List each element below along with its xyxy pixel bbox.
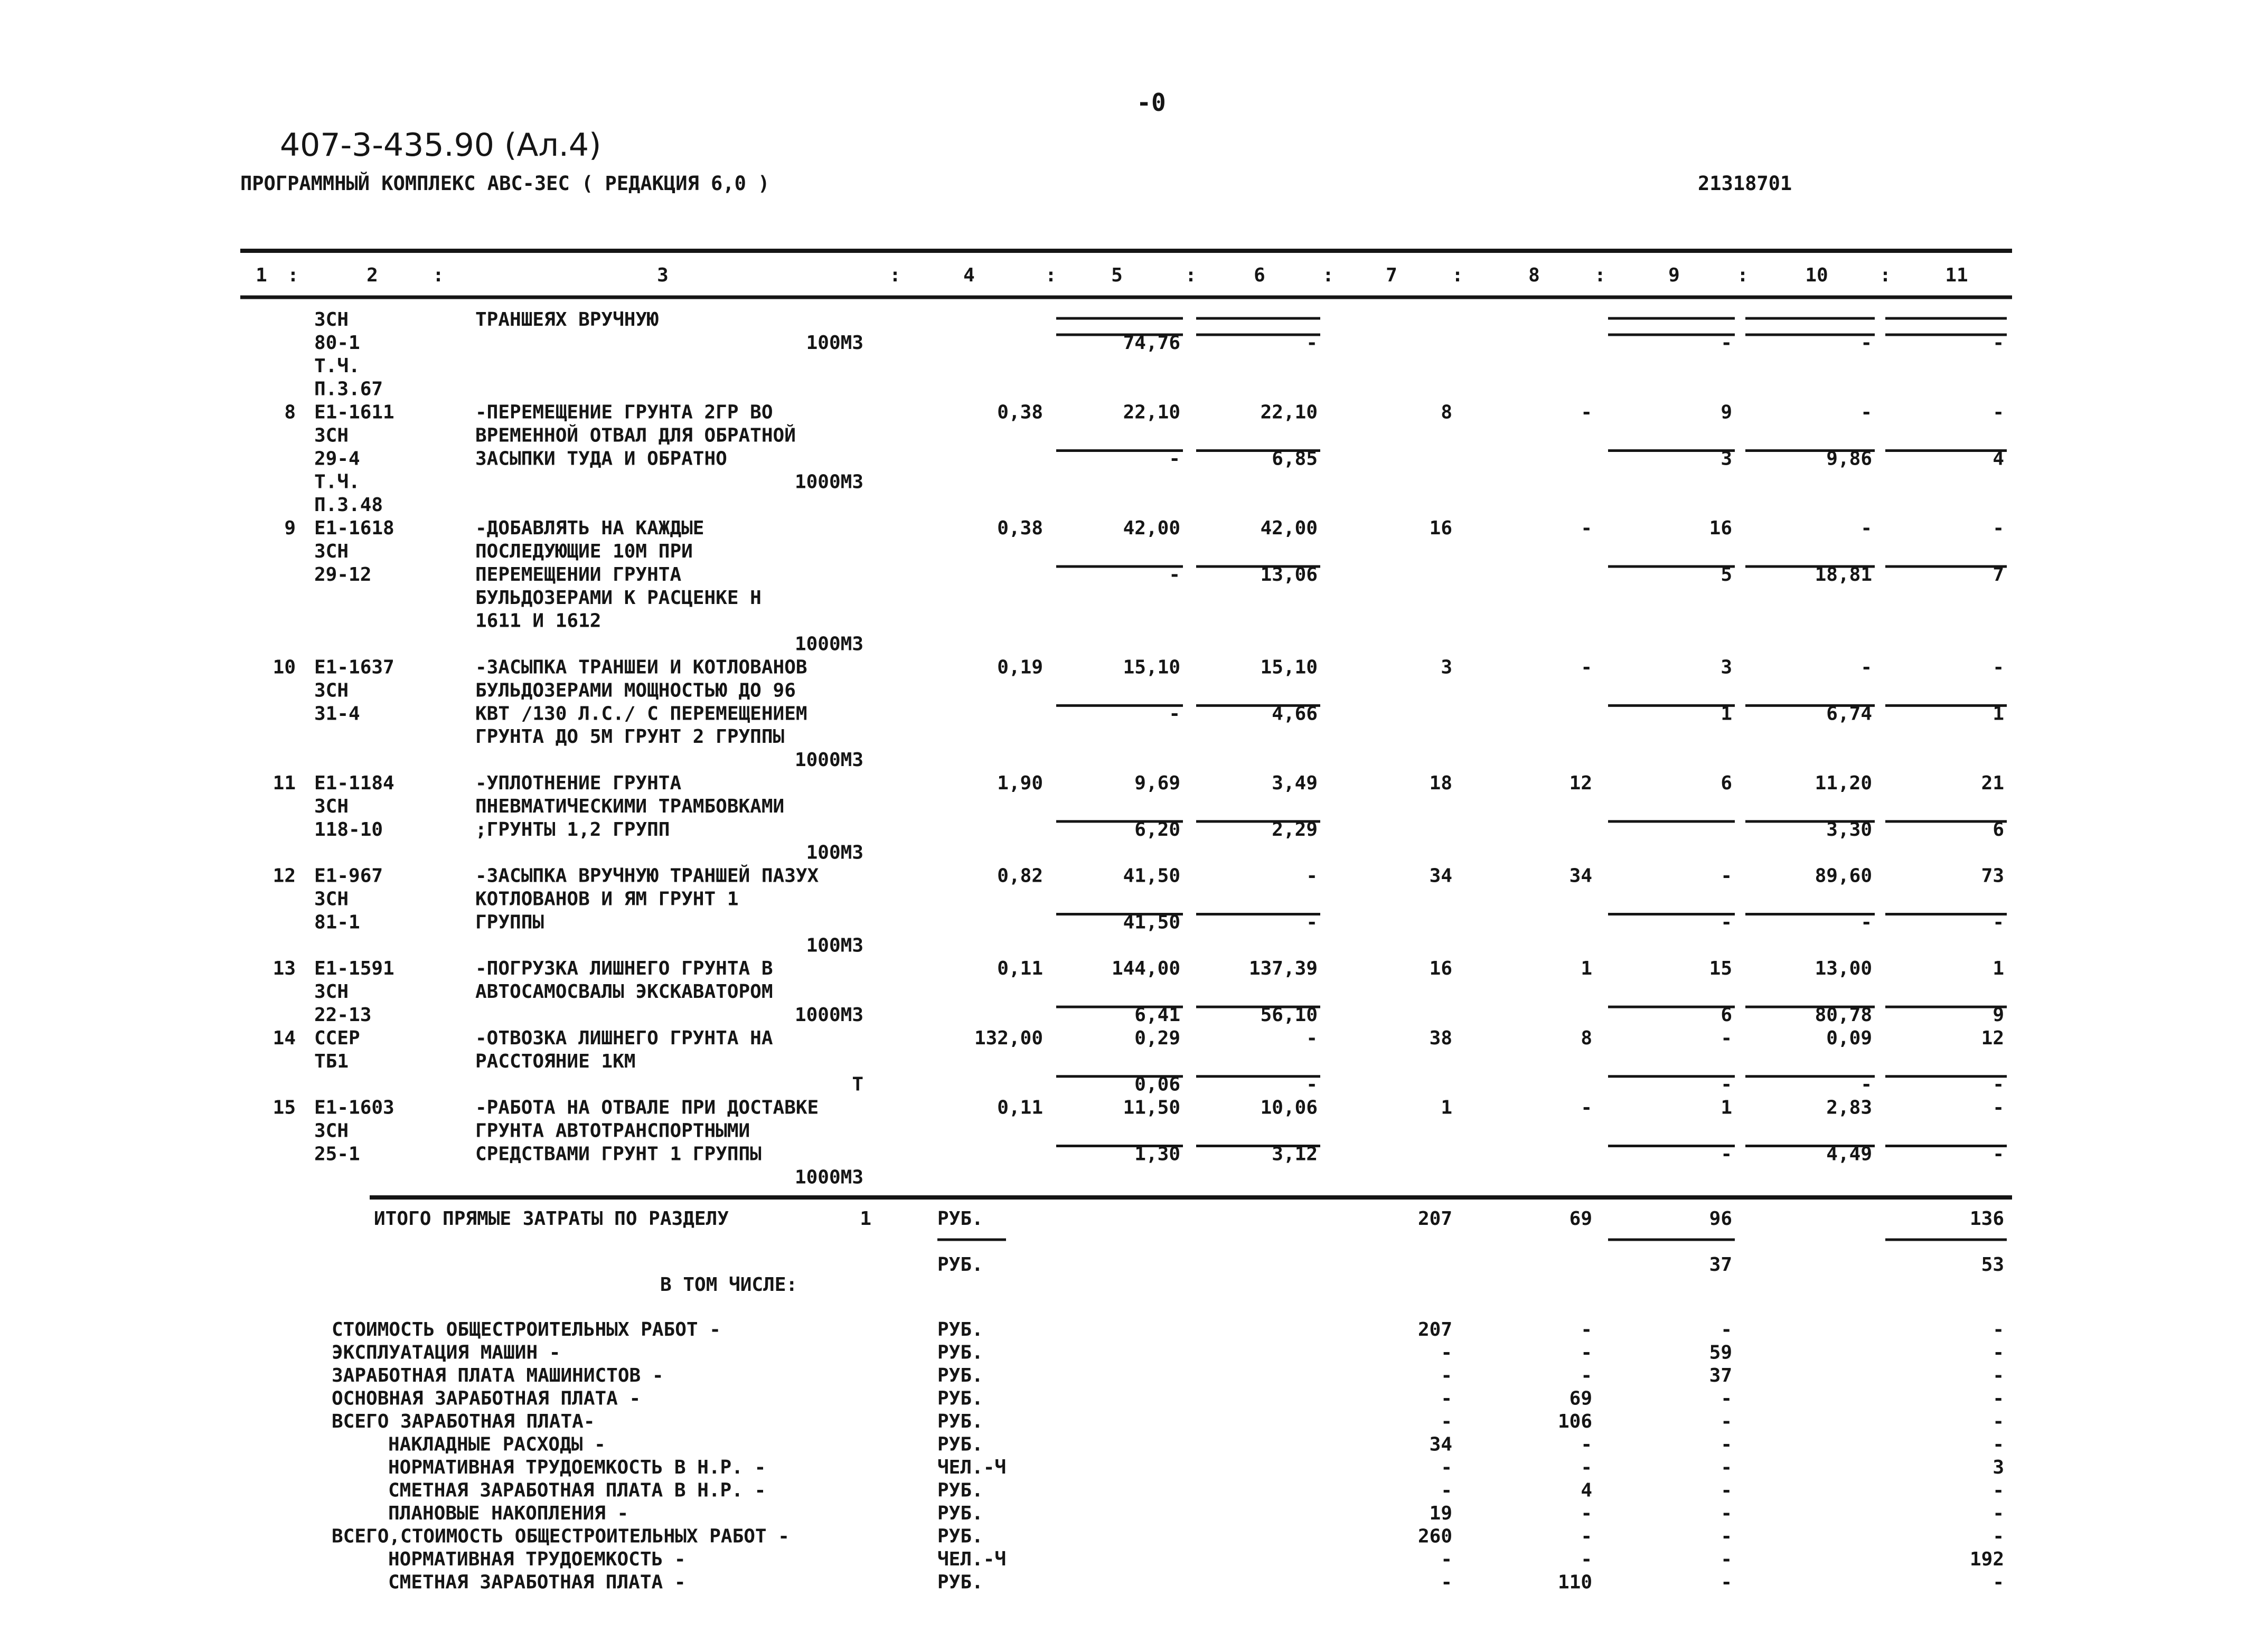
summary-unit: РУБ. [937, 1571, 983, 1593]
row-code: 3СН [314, 1120, 349, 1142]
summary-c7: 260 [1417, 1525, 1452, 1547]
row-description: Т [852, 1073, 863, 1096]
row-code: 22-13 [314, 1004, 372, 1026]
handwritten-reference: 407-3-435.90 (Ал.4) [280, 127, 602, 164]
row-description: КВТ /130 Л.С./ С ПЕРЕМЕЩЕНИЕМ [475, 703, 807, 725]
row-code: 3СН [314, 309, 349, 331]
row-c6: 2,29 [1272, 818, 1318, 841]
row-code: Е1-1603 [314, 1097, 394, 1119]
row-c5: 9,69 [1134, 772, 1180, 794]
row-c9: 3 [1721, 656, 1732, 678]
row-c7: 1 [1441, 1097, 1452, 1119]
row-c5: 6,20 [1134, 818, 1180, 841]
summary-c9: - [1721, 1525, 1732, 1547]
row-c8: - [1581, 517, 1592, 540]
column-header-10: 10 [1805, 265, 1828, 286]
column-header-2: 2 [366, 265, 378, 286]
summary-label: НОРМАТИВНАЯ ТРУДОЕМКОСТЬ - [388, 1549, 686, 1570]
row-c11: 4 [1993, 448, 2004, 470]
summary-label: ЭКСПЛУАТАЦИЯ МАШИН - [332, 1342, 561, 1364]
row-c9: 5 [1721, 563, 1732, 586]
summary-c7: - [1441, 1365, 1452, 1386]
row-code: Е1-967 [314, 865, 383, 887]
row-code: Е1-1618 [314, 517, 394, 540]
row-number: 10 [272, 656, 296, 678]
row-c6: 10,06 [1260, 1097, 1318, 1119]
row-c10: 0,09 [1826, 1027, 1872, 1049]
row-c11: - [1993, 1073, 2004, 1096]
row-description: КОТЛОВАНОВ И ЯМ ГРУНТ 1 [475, 888, 739, 910]
row-c11: 1 [1993, 958, 2004, 980]
row-c11: 1 [1993, 703, 2004, 725]
row-c11: - [1993, 332, 2004, 354]
row-c4: 0,82 [997, 865, 1043, 887]
summary-c9: - [1721, 1433, 1732, 1456]
column-separator: : [287, 265, 299, 286]
row-c7: 38 [1429, 1027, 1452, 1049]
row-code: Е1-1184 [314, 772, 394, 794]
row-c7: 34 [1429, 865, 1452, 887]
page-mark: -0 [1136, 88, 1166, 117]
row-code: 3СН [314, 541, 349, 562]
row-c11: - [1993, 517, 2004, 540]
row-c10: 9,86 [1826, 448, 1872, 470]
row-c11: - [1993, 401, 2004, 423]
summary-c11: - [1993, 1571, 2004, 1593]
row-c10: - [1860, 517, 1872, 540]
row-description: ГРУППЫ [475, 911, 544, 933]
row-number: 11 [272, 772, 296, 794]
summary-label: СТОИМОСТЬ ОБЩЕСТРОИТЕЛЬНЫХ РАБОТ - [332, 1319, 721, 1341]
row-c6: - [1306, 865, 1318, 887]
row-c5: 144,00 [1111, 958, 1180, 980]
row-description: ПЕРЕМЕЩЕНИИ ГРУНТА [475, 563, 682, 586]
row-code: 118-10 [314, 818, 383, 841]
row-description: ГРУНТА АВТОТРАНСПОРТНЫМИ [475, 1120, 750, 1142]
row-code: 25-1 [314, 1143, 360, 1165]
row-c6: 56,10 [1260, 1004, 1318, 1026]
summary-c8: - [1581, 1549, 1592, 1570]
totals-c11: 136 [1969, 1208, 2004, 1230]
summary-c11: - [1993, 1479, 2004, 1502]
column-header-8: 8 [1528, 265, 1540, 286]
column-header-11: 11 [1945, 265, 1968, 286]
row-description: -ЗАСЫПКА ТРАНШЕИ И КОТЛОВАНОВ [475, 656, 807, 678]
row-description: 100М3 [806, 842, 863, 864]
row-c11: - [1993, 1143, 2004, 1165]
row-number: 12 [272, 865, 296, 887]
summary-c7: - [1441, 1411, 1452, 1432]
row-description: -ОТВОЗКА ЛИШНЕГО ГРУНТА НА [475, 1027, 773, 1049]
row-c11: - [1993, 656, 2004, 678]
summary-c11: - [1993, 1525, 2004, 1547]
summary-c9: - [1721, 1549, 1732, 1570]
row-code: 3СН [314, 424, 349, 447]
column-header-bar [240, 251, 2012, 297]
row-c10: 89,60 [1815, 865, 1872, 887]
row-c7: 16 [1429, 517, 1452, 540]
row-c10: 80,78 [1815, 1004, 1872, 1026]
row-c9: 3 [1721, 448, 1732, 470]
summary-c9: - [1721, 1319, 1732, 1341]
row-code: 3СН [314, 795, 349, 817]
column-separator: : [1322, 265, 1334, 286]
summary-unit: РУБ. [937, 1365, 983, 1386]
summary-c9: - [1721, 1503, 1732, 1524]
row-c8: 12 [1569, 772, 1592, 794]
summary-unit: РУБ. [937, 1525, 983, 1547]
section-totals [370, 1197, 2012, 1296]
estimate-table-body [273, 309, 2007, 1188]
row-c10: - [1860, 401, 1872, 423]
row-description: 1000М3 [794, 1166, 863, 1188]
row-c6: 3,12 [1272, 1143, 1318, 1165]
row-code: 80-1 [314, 332, 360, 354]
row-description: 1611 И 1612 [475, 610, 602, 632]
row-description: 1000М3 [794, 633, 863, 655]
row-c8: - [1581, 401, 1592, 423]
summary-c7: - [1441, 1479, 1452, 1502]
summary-unit: РУБ. [937, 1411, 983, 1432]
row-c5: 74,76 [1123, 332, 1180, 354]
totals-unit: РУБ. [937, 1208, 983, 1230]
summary-unit: РУБ. [937, 1479, 983, 1502]
row-c6: - [1306, 1027, 1318, 1049]
totals-section-number: 1 [860, 1208, 871, 1230]
row-c4: 0,19 [997, 656, 1043, 678]
column-separator: : [1594, 265, 1606, 286]
row-code: 81-1 [314, 911, 360, 933]
row-c5: 41,50 [1123, 911, 1180, 933]
summary-c8: 110 [1557, 1571, 1592, 1593]
summary-c7: - [1441, 1571, 1452, 1593]
summary-unit: РУБ. [937, 1433, 983, 1456]
row-c9: - [1721, 911, 1732, 933]
row-c9: 6 [1721, 1004, 1732, 1026]
program-title: ПРОГРАММНЫЙ КОМПЛЕКС АВС-3ЕС ( РЕДАКЦИЯ 6,0 ) [240, 172, 770, 195]
summary-c9: 37 [1709, 1365, 1732, 1386]
row-c6: - [1306, 332, 1318, 354]
column-separator: : [1045, 265, 1057, 286]
row-number: 15 [272, 1097, 296, 1119]
row-c11: 9 [1993, 1004, 2004, 1026]
row-c8: 1 [1581, 958, 1592, 980]
summary-unit: ЧЕЛ.-Ч [937, 1549, 1007, 1570]
row-code: ТБ1 [314, 1050, 349, 1072]
row-code: Е1-1591 [314, 958, 394, 980]
summary-c11: - [1993, 1411, 2004, 1432]
summary-c8: - [1581, 1503, 1592, 1524]
row-description: -УПЛОТНЕНИЕ ГРУНТА [475, 772, 682, 794]
row-description: ПОСЛЕДУЮЩИЕ 10М ПРИ [475, 541, 693, 562]
row-description: РАССТОЯНИЕ 1КМ [475, 1050, 636, 1072]
summary-unit: ЧЕЛ.-Ч [937, 1457, 1007, 1478]
summary-label: ЗАРАБОТНАЯ ПЛАТА МАШИНИСТОВ - [332, 1365, 664, 1386]
row-description: ЗАСЫПКИ ТУДА И ОБРАТНО [475, 448, 727, 470]
column-header-6: 6 [1254, 265, 1265, 286]
row-c6: 15,10 [1260, 656, 1318, 678]
row-c8: - [1581, 1097, 1592, 1119]
row-code: 29-12 [314, 563, 372, 586]
row-description: -ЗАСЫПКА ВРУЧНУЮ ТРАНШЕЙ ПАЗУХ [475, 865, 819, 887]
row-c6: 137,39 [1248, 958, 1318, 980]
summary-unit: РУБ. [937, 1387, 983, 1410]
row-number: 13 [272, 958, 296, 980]
summary-label: ВСЕГО,СТОИМОСТЬ ОБЩЕСТРОИТЕЛЬНЫХ РАБОТ - [332, 1525, 790, 1547]
row-description: 1000М3 [794, 471, 863, 493]
row-code: Т.Ч. [314, 471, 360, 493]
column-header-9: 9 [1668, 265, 1680, 286]
row-c9: - [1721, 1143, 1732, 1165]
summary-c8: 4 [1581, 1479, 1592, 1502]
row-code: 3СН [314, 679, 349, 702]
summary-c11: - [1993, 1433, 2004, 1456]
summary-label: ВСЕГО ЗАРАБОТНАЯ ПЛАТА- [332, 1411, 595, 1432]
row-code: П.3.48 [314, 494, 383, 516]
summary-breakdown [332, 1319, 2004, 1593]
row-c9: 1 [1721, 1097, 1732, 1119]
row-description: 100М3 [806, 332, 863, 354]
row-c7: 8 [1441, 401, 1452, 423]
row-c4: 1,90 [997, 772, 1043, 794]
row-c5: - [1169, 703, 1180, 725]
totals-c8: 69 [1569, 1208, 1592, 1230]
totals-c7: 207 [1417, 1208, 1452, 1230]
row-c7: 18 [1429, 772, 1452, 794]
row-c11: - [1993, 1097, 2004, 1119]
row-description: ПНЕВМАТИЧЕСКИМИ ТРАМБОВКАМИ [475, 795, 785, 817]
summary-c9: 59 [1709, 1342, 1732, 1364]
column-header-7: 7 [1386, 265, 1397, 286]
summary-c7: 34 [1429, 1433, 1452, 1456]
row-c6: 4,66 [1272, 703, 1318, 725]
row-c10: - [1860, 1073, 1872, 1096]
totals-c9: 96 [1709, 1208, 1732, 1230]
summary-c11: - [1993, 1342, 2004, 1364]
row-description: АВТОСАМОСВАЛЫ ЭКСКАВАТОРОМ [475, 981, 773, 1003]
row-number: 8 [284, 401, 296, 423]
row-c5: 0,06 [1134, 1073, 1180, 1096]
column-separator: : [1452, 265, 1463, 286]
row-c7: 16 [1429, 958, 1452, 980]
column-separator: : [1880, 265, 1891, 286]
summary-label: СМЕТНАЯ ЗАРАБОТНАЯ ПЛАТА В Н.Р. - [388, 1479, 766, 1502]
row-c5: - [1169, 448, 1180, 470]
summary-c8: - [1581, 1433, 1592, 1456]
row-c8: 8 [1581, 1027, 1592, 1049]
summary-c9: - [1721, 1571, 1732, 1593]
row-c6: 42,00 [1260, 517, 1318, 540]
row-c9: - [1721, 865, 1732, 887]
row-c5: 15,10 [1123, 656, 1180, 678]
row-c10: 18,81 [1815, 563, 1872, 586]
summary-c8: - [1581, 1457, 1592, 1478]
row-code: П.3.67 [314, 378, 383, 400]
row-c10: 11,20 [1815, 772, 1872, 794]
row-c8: - [1581, 656, 1592, 678]
summary-label: ОСНОВНАЯ ЗАРАБОТНАЯ ПЛАТА - [332, 1387, 641, 1410]
summary-c8: 69 [1569, 1387, 1592, 1410]
column-separator: : [889, 265, 901, 286]
summary-c11: 192 [1969, 1549, 2004, 1570]
totals-unit: РУБ. [937, 1254, 983, 1276]
row-c9: - [1721, 332, 1732, 354]
column-header-5: 5 [1111, 265, 1123, 286]
column-header-4: 4 [963, 265, 975, 286]
row-c6: - [1306, 1073, 1318, 1096]
row-c10: 13,00 [1815, 958, 1872, 980]
summary-c9: - [1721, 1479, 1732, 1502]
summary-c7: 207 [1417, 1319, 1452, 1341]
row-c5: 0,29 [1134, 1027, 1180, 1049]
summary-c7: - [1441, 1342, 1452, 1364]
row-description: -РАБОТА НА ОТВАЛЕ ПРИ ДОСТАВКЕ [475, 1097, 819, 1119]
row-c10: - [1860, 332, 1872, 354]
row-c11: 73 [1981, 865, 2004, 887]
row-c6: 3,49 [1272, 772, 1318, 794]
row-description: БУЛЬДОЗЕРАМИ К РАСЦЕНКЕ Н [475, 587, 762, 609]
row-c11: 12 [1981, 1027, 2004, 1049]
summary-label: СМЕТНАЯ ЗАРАБОТНАЯ ПЛАТА - [388, 1571, 686, 1593]
document-number: 21318701 [1698, 172, 1792, 195]
row-code: Е1-1611 [314, 401, 394, 423]
row-c7: 3 [1441, 656, 1452, 678]
row-number: 14 [272, 1027, 296, 1049]
row-c4: 0,38 [997, 517, 1043, 540]
summary-unit: РУБ. [937, 1503, 983, 1524]
row-c9: - [1721, 1027, 1732, 1049]
row-c11: 21 [1981, 772, 2004, 794]
row-code: ССЕР [314, 1027, 360, 1049]
row-code: 3СН [314, 888, 349, 910]
row-description: -ПЕРЕМЕЩЕНИЕ ГРУНТА 2ГР ВО [475, 401, 773, 423]
row-code: 31-4 [314, 703, 360, 725]
row-description: ТРАНШЕЯХ ВРУЧНУЮ [475, 309, 659, 331]
totals-c9b: 37 [1709, 1254, 1732, 1276]
row-description: 100М3 [806, 934, 863, 957]
summary-c9: - [1721, 1411, 1732, 1432]
row-c9: 1 [1721, 703, 1732, 725]
row-code: Е1-1637 [314, 656, 394, 678]
row-c6: 22,10 [1260, 401, 1318, 423]
summary-c9: - [1721, 1457, 1732, 1478]
summary-c11: - [1993, 1365, 2004, 1386]
row-description: СРЕДСТВАМИ ГРУНТ 1 ГРУППЫ [475, 1143, 762, 1165]
summary-c8: - [1581, 1365, 1592, 1386]
summary-c8: - [1581, 1319, 1592, 1341]
summary-c11: 3 [1993, 1457, 2004, 1478]
row-c11: 7 [1993, 563, 2004, 586]
totals-c11b: 53 [1981, 1254, 2004, 1276]
column-header-3: 3 [657, 265, 669, 286]
row-c9: 15 [1709, 958, 1732, 980]
row-description: -ПОГРУЗКА ЛИШНЕГО ГРУНТА В [475, 958, 773, 980]
including-label: В ТОМ ЧИСЛЕ: [660, 1274, 798, 1296]
row-code: 29-4 [314, 448, 360, 470]
column-header-1: 1 [256, 265, 267, 286]
row-c5: - [1169, 563, 1180, 586]
row-c5: 42,00 [1123, 517, 1180, 540]
row-c10: 3,30 [1826, 818, 1872, 841]
row-c4: 0,11 [997, 1097, 1043, 1119]
row-c5: 6,41 [1134, 1004, 1180, 1026]
row-c10: 6,74 [1826, 703, 1872, 725]
row-c10: 4,49 [1826, 1143, 1872, 1165]
summary-c9: - [1721, 1387, 1732, 1410]
row-description: 1000М3 [794, 1004, 863, 1026]
summary-unit: РУБ. [937, 1342, 983, 1364]
row-c6: 6,85 [1272, 448, 1318, 470]
summary-label: ПЛАНОВЫЕ НАКОПЛЕНИЯ - [388, 1503, 629, 1524]
summary-c11: - [1993, 1319, 2004, 1341]
row-c8: 34 [1569, 865, 1592, 887]
row-description: -ДОБАВЛЯТЬ НА КАЖДЫЕ [475, 517, 704, 540]
summary-c11: - [1993, 1387, 2004, 1410]
row-c10: - [1860, 656, 1872, 678]
summary-c11: - [1993, 1503, 2004, 1524]
summary-c7: - [1441, 1457, 1452, 1478]
summary-c7: - [1441, 1549, 1452, 1570]
summary-c8: 106 [1557, 1411, 1592, 1432]
row-c4: 132,00 [974, 1027, 1043, 1049]
row-code: 3СН [314, 981, 349, 1003]
row-number: 9 [284, 517, 296, 540]
row-c4: 0,11 [997, 958, 1043, 980]
row-c4: 0,38 [997, 401, 1043, 423]
row-description: ;ГРУНТЫ 1,2 ГРУПП [475, 818, 670, 841]
row-c9: 6 [1721, 772, 1732, 794]
row-c5: 41,50 [1123, 865, 1180, 887]
row-c11: 6 [1993, 818, 2004, 841]
column-separator: : [1185, 265, 1197, 286]
row-c6: - [1306, 911, 1318, 933]
row-c6: 13,06 [1260, 563, 1318, 586]
summary-c7: - [1441, 1387, 1452, 1410]
row-c10: - [1860, 911, 1872, 933]
summary-label: НОРМАТИВНАЯ ТРУДОЕМКОСТЬ В Н.Р. - [388, 1457, 766, 1478]
row-description: 1000М3 [794, 749, 863, 771]
summary-c7: 19 [1429, 1503, 1452, 1524]
column-separator: : [433, 265, 444, 286]
row-description: ГРУНТА ДО 5М ГРУНТ 2 ГРУППЫ [475, 726, 785, 748]
row-c9: 16 [1709, 517, 1732, 540]
column-separator: : [1737, 265, 1749, 286]
summary-c8: - [1581, 1342, 1592, 1364]
summary-label: НАКЛАДНЫЕ РАСХОДЫ - [388, 1433, 606, 1456]
row-c5: 1,30 [1134, 1143, 1180, 1165]
row-c10: 2,83 [1826, 1097, 1872, 1119]
row-description: ВРЕМЕННОЙ ОТВАЛ ДЛЯ ОБРАТНОЙ [475, 424, 796, 447]
row-c5: 11,50 [1123, 1097, 1180, 1119]
row-c11: - [1993, 911, 2004, 933]
row-code: Т.Ч. [314, 355, 360, 377]
row-c9: - [1721, 1073, 1732, 1096]
row-c9: 9 [1721, 401, 1732, 423]
row-c5: 22,10 [1123, 401, 1180, 423]
summary-c8: - [1581, 1525, 1592, 1547]
summary-unit: РУБ. [937, 1319, 983, 1341]
row-description: БУЛЬДОЗЕРАМИ МОЩНОСТЬЮ ДО 96 [475, 679, 796, 702]
totals-label: ИТОГО ПРЯМЫЕ ЗАТРАТЫ ПО РАЗДЕЛУ [374, 1208, 729, 1230]
